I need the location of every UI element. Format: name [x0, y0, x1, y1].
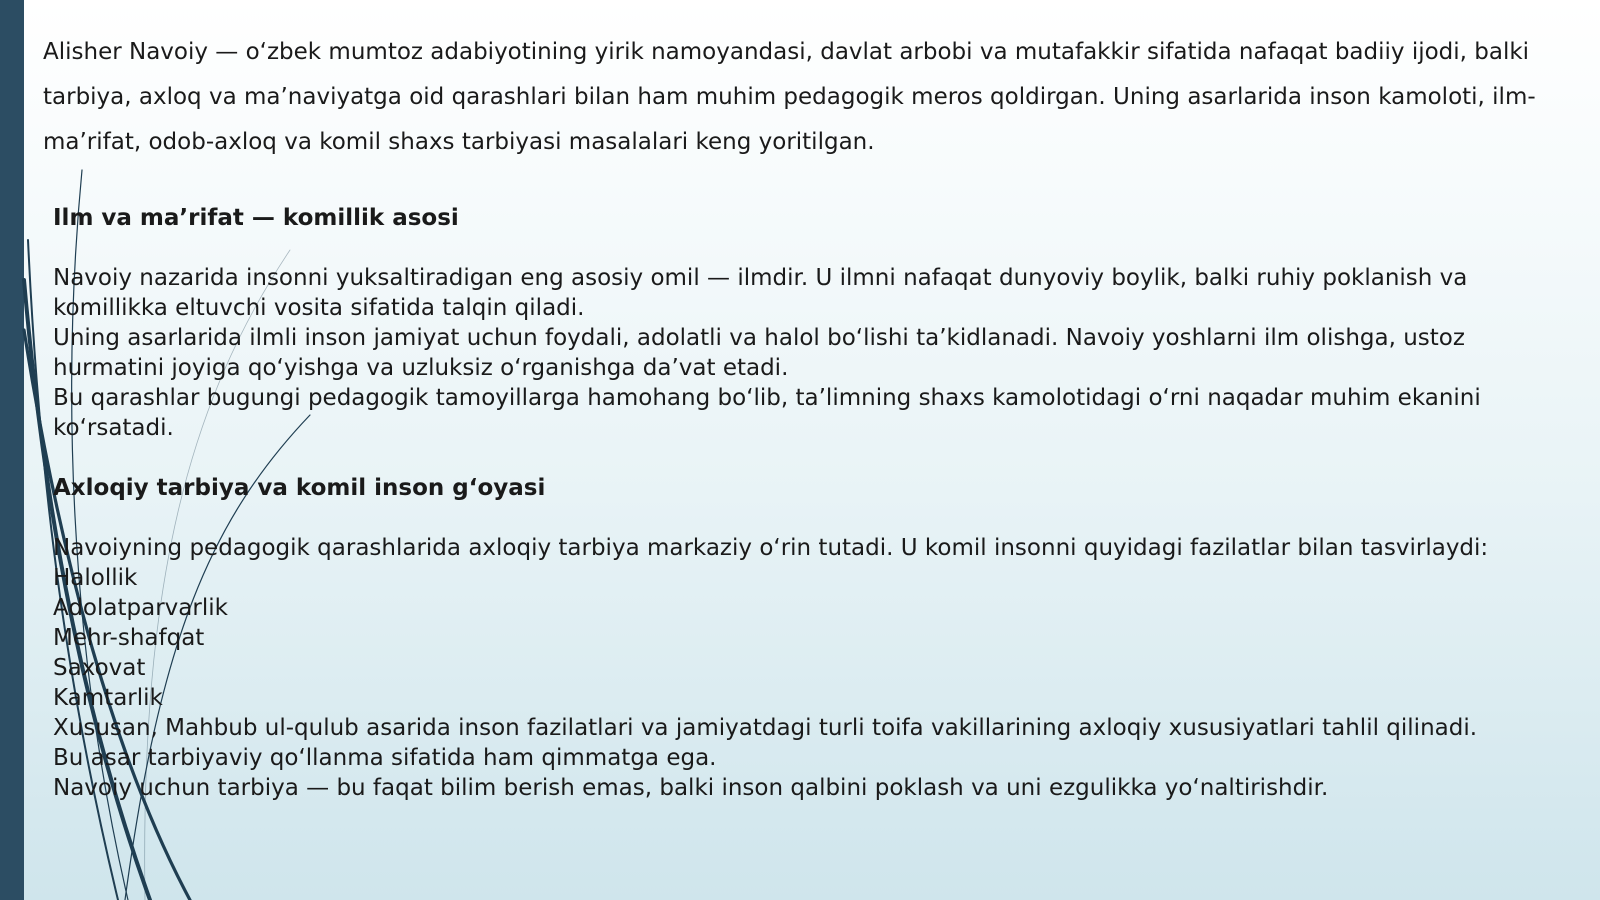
- spacer: [53, 503, 1583, 533]
- list-item: Halollik: [53, 565, 138, 591]
- section1-paragraph-3: Bu qarashlar bugungi pedagogik tamoyillarga hamohang bo‘lib, ta’limning shaxs kamolotidagi o‘rni naqadar muhim ekanini ko‘rsatadi.: [53, 385, 1481, 441]
- left-accent-bar: [0, 0, 24, 900]
- virtues-list: [53, 563, 1583, 713]
- spacer: [53, 233, 1583, 263]
- list-item: Saxovat: [53, 655, 146, 681]
- main-content: [53, 203, 1583, 803]
- list-item: Kamtarlik: [53, 685, 163, 711]
- section2-closing-3: Navoiy uchun tarbiya — bu faqat bilim berish emas, balki inson qalbini poklash va uni ezgulikka yo‘naltirishdir.: [53, 775, 1329, 801]
- spacer: [53, 443, 1583, 473]
- list-item: Mehr-shafqat: [53, 625, 205, 651]
- intro-paragraph: Alisher Navoiy — o‘zbek mumtoz adabiyotining yirik namoyandasi, davlat arbobi va mutafakkir sifatida nafaqat badiiy ijodi, balki tarbiya, axloq va ma’naviyatga oid qarashlari bilan ham muhim pedagogik meros qoldirgan. Uning asarlarida inson kamoloti, ilm-ma’rifat, odob-axloq va komil shaxs tarbiyasi masalalari keng yoritilgan.: [43, 39, 1536, 155]
- section1-paragraph-2: Uning asarlarida ilmli inson jamiyat uchun foydali, adolatli va halol bo‘lishi ta’kidlanadi. Navoiy yoshlarni ilm olishga, ustoz hurmatini joyiga qo‘yishga va uzluksiz o‘rganishga da’vat etadi.: [53, 325, 1465, 381]
- section1-paragraph-1: Navoiy nazarida insonni yuksaltiradigan eng asosiy omil — ilmdir. U ilmni nafaqat dunyoviy boylik, balki ruhiy poklanish va komillikka eltuvchi vosita sifatida talqin qiladi.: [53, 265, 1468, 321]
- section2-heading: Axloqiy tarbiya va komil inson g‘oyasi: [53, 475, 546, 501]
- section1-heading: Ilm va ma’rifat — komillik asosi: [53, 205, 459, 231]
- list-item: Adolatparvarlik: [53, 595, 228, 621]
- section2-closing-1: Xususan, Mahbub ul-qulub asarida inson fazilatlari va jamiyatdagi turli toifa vakillarining axloqiy xususiyatlari tahlil qilinadi.: [53, 715, 1478, 741]
- section2-closing-2: Bu asar tarbiyaviy qo‘llanma sifatida ham qimmatga ega.: [53, 745, 717, 771]
- section2-lead: Navoiyning pedagogik qarashlarida axloqiy tarbiya markaziy o‘rin tutadi. U komil insonni quyidagi fazilatlar bilan tasvirlaydi:: [53, 535, 1489, 561]
